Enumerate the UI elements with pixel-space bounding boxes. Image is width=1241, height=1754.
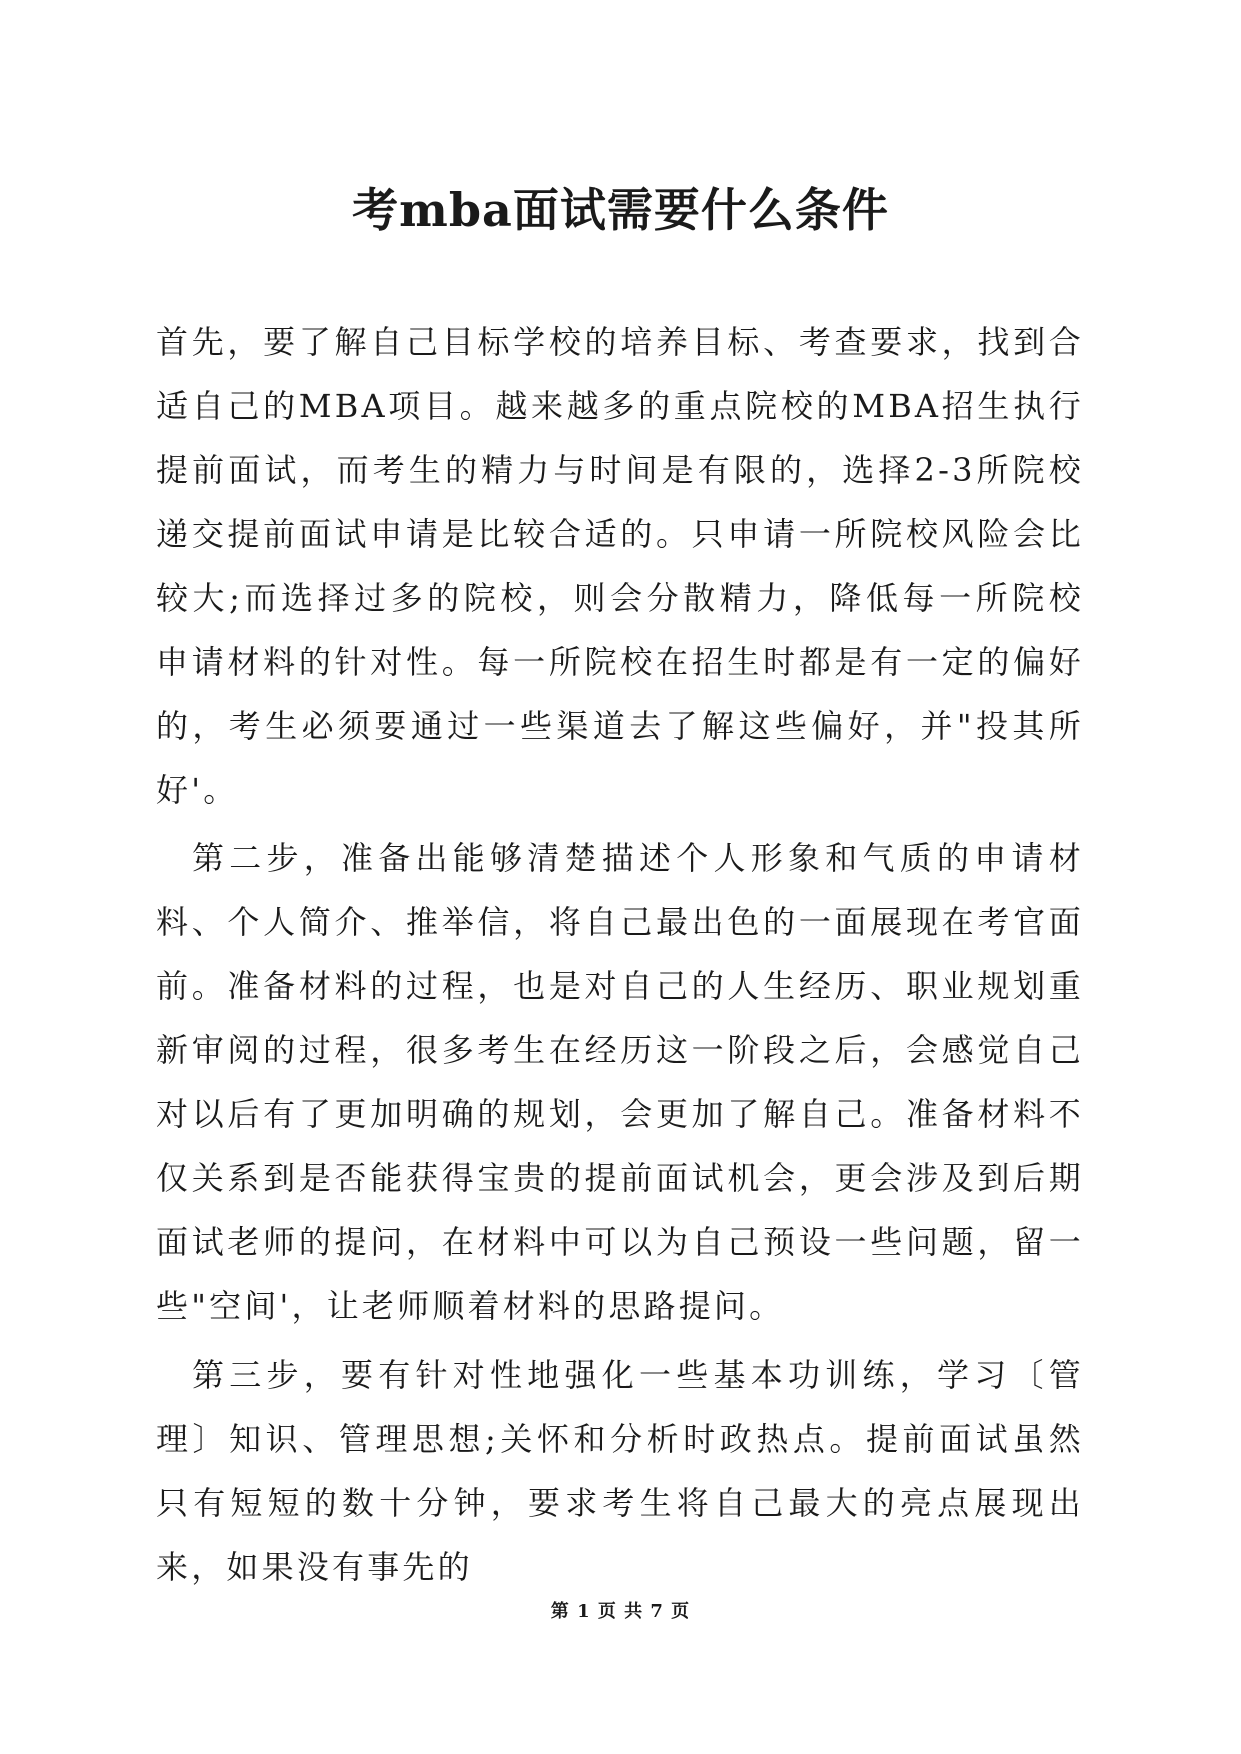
document-title: 考mba面试需要什么条件 [352,183,889,237]
paragraph-step-two: 第二步，准备出能够清楚描述个人形象和气质的申请材料、个人简介、推举信，将自己最出色的一面展现在考官面前。准备材料的过程，也是对自己的人生经历、职业规划重新审阅的过程，很多考生在经历这一阶段之后，会感觉自己对以后有了更加明确的规划，会更加了解自己。准备材料不仅关系到是否能获得宝贵的提前面试机会，更会涉及到后期面试老师的提问，在材料中可以为自己预设一些问题，留一些"空间'，让老师顺着材料的思路提问。 [156,839,1084,1325]
paragraph-intro: 首先，要了解自己目标学校的培养目标、考查要求，找到合适自己的MBA项目。越来越多的重点院校的MBA招生执行提前面试，而考生的精力与时间是有限的，选择2-3所院校递交提前面试申请是比较合适的。只申请一所院校风险会比较大;而选择过多的院校，则会分散精力，降低每一所院校申请材料的针对性。每一所院校在招生时都是有一定的偏好的，考生必须要通过一些渠道去了解这些偏好，并"投其所好'。 [156,323,1084,809]
paragraph-step-three: 第三步，要有针对性地强化一些基本功训练，学习〔管理〕知识、管理思想;关怀和分析时政热点。提前面试虽然只有短短的数十分钟，要求考生将自己最大的亮点展现出来，如果没有事先的 [156,1356,1084,1586]
page-number-footer: 第 1 页 共 7 页 [550,1601,691,1622]
